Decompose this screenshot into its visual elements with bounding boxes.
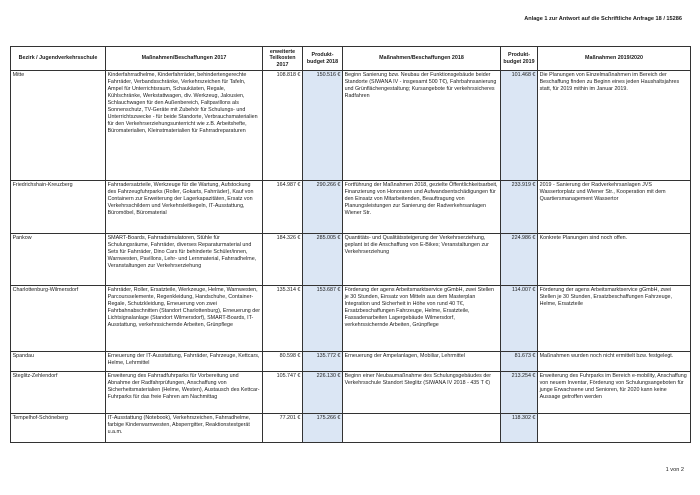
district-cell: Friedrichshain-Kreuzberg xyxy=(11,181,106,234)
cost-2017-cell: 135.314 € xyxy=(263,286,303,352)
budget-2019-cell: 213.254 € xyxy=(501,372,538,414)
measures-2019-cell: Maßnahmen wurden noch nicht ermittelt bzw. festgelegt. xyxy=(538,352,691,372)
measures-2017-cell: Fahrräder, Roller, Ersatzteile, Werkzeuge, Helme, Warnwesten, Parcoursselemente, Regenkleidung, Handschuhe, Container-Regale, Schutzkleidung, Erneuerung von zwei Fahrbahnabschnitten (Standort Charlottenburg), Erneuerung der Lichtsignalanlage (Standort Wilmersdorf), SMART-Boards, IT-Ausstattung, verkehrssichernde Arbeiten, Grünpflege xyxy=(106,286,263,352)
table-row xyxy=(11,181,691,234)
measures-2019-cell xyxy=(538,414,691,443)
measures-table xyxy=(10,46,691,443)
col-header-budget-2018: Produkt-budget 2018 xyxy=(303,47,343,71)
measures-2018-cell: Beginn Sanierung bzw. Neubau der Funktionsgebäude beider Standorte (SIWANA IV - insgesamt 500 T€), Fahrbahnsanierung und Grünflächengestaltung; Kursangebote für verkehrssicheres Radfahren xyxy=(343,71,501,181)
budget-2018-cell: 175.266 € xyxy=(303,414,343,443)
table-row xyxy=(11,372,691,414)
budget-2018-cell: 135.772 € xyxy=(303,352,343,372)
measures-2017-cell: Erweiterung des Fahrradfuhrparks für Vorbereitung und Abnahme der Radfahrprüfungen, Anschaffung von Sicherheitsmaterialien (Helme, Westen), Austausch des Kettcar-Fuhrparks für das freie Fahren am Nachmittag xyxy=(106,372,263,414)
cost-2017-cell: 108.818 € xyxy=(263,71,303,181)
measures-2017-cell: Erneuerung der IT-Ausstattung, Fahrräder, Fahrzeuge, Kettcars, Helme, Lehrmittel xyxy=(106,352,263,372)
col-header-measures-2018: Maßnahmen/Beschaffungen 2018 xyxy=(343,47,501,71)
budget-2018-cell: 285.005 € xyxy=(303,234,343,286)
table-row xyxy=(11,286,691,352)
measures-2019-cell: 2019 - Sanierung der Radverkehrsanlagen JVS Wassertorplatz und Wiener Str., Kooperation mit dem Quartiersmanagement Wassertor xyxy=(538,181,691,234)
measures-2019-cell: Erweiterung des Fuhrparks im Bereich e-mobility, Anschaffung von neuem Inventar, Förderung von Schulungsangeboten für junge Erwachsene und Senioren, für 2020 kann keine Aussage getroffen werden xyxy=(538,372,691,414)
measures-2018-cell: Erneuerung der Ampelanlagen, Mobiliar, Lehrmittel xyxy=(343,352,501,372)
budget-2018-cell: 150.516 € xyxy=(303,71,343,181)
budget-2018-cell: 290.266 € xyxy=(303,181,343,234)
table-header-row xyxy=(11,47,691,71)
district-cell: Mitte xyxy=(11,71,106,181)
budget-2019-cell: 224.986 € xyxy=(501,234,538,286)
cost-2017-cell: 164.987 € xyxy=(263,181,303,234)
district-cell: Spandau xyxy=(11,352,106,372)
cost-2017-cell: 77.201 € xyxy=(263,414,303,443)
district-cell: Tempelhof-Schöneberg xyxy=(11,414,106,443)
budget-2019-cell: 118.302 € xyxy=(501,414,538,443)
measures-2017-cell: SMART-Boards, Fahrradsimulatoren, Stühle für Schulungsräume, Fahrräder, diverses Reparaturmaterial und Sets für Fahrräder, Dino Cars für behinderte Schüler/innen, Warnwesten, Pavillons, Lehr- und Lernmaterial, Fahrradhelme, Veranstaltungen zur Verkehrserziehung xyxy=(106,234,263,286)
budget-2018-cell: 153.687 € xyxy=(303,286,343,352)
district-cell: Steglitz-Zehlendorf xyxy=(11,372,106,414)
table-row xyxy=(11,352,691,372)
table-row xyxy=(11,414,691,443)
measures-2017-cell: Fahrradersatzteile, Werkzeuge für die Wartung, Aufstockung des Fahrzeugfuhrparks (Roller, Gokarts, Fahrräder), Kauf von Containern zur Erweiterung der Lagerkapazitäten, Ersatz von Verkehrsschildern und Verkehrsleitkegeln, IT-Ausstattung, Büromöbel, Büromaterial xyxy=(106,181,263,234)
table-row xyxy=(11,234,691,286)
measures-2019-cell: Förderung der agens Arbeitsmarktservice gGmbH, zwei Stellen je 30 Stunden, Ersatzbeschaffungen Fahrzeuge, Helme, Ersatzteile xyxy=(538,286,691,352)
budget-2018-cell: 226.130 € xyxy=(303,372,343,414)
budget-2019-cell: 101.468 € xyxy=(501,71,538,181)
col-header-measures-2017: Maßnahmen/Beschaffungen 2017 xyxy=(106,47,263,71)
measures-2019-cell: Die Planungen von Einzelmaßnahmen im Bereich der Beschaffung finden zu Beginn eines jeden Haushaltsjahres statt, für 2019 mithin im Januar 2019. xyxy=(538,71,691,181)
cost-2017-cell: 105.747 € xyxy=(263,372,303,414)
measures-2018-cell: Beginn einer Neubaumaßnahme des Schulungsgebäudes der Verkehrsschule Standort Steglitz (SIWANA IV 2018 - 435 T €) xyxy=(343,372,501,414)
measures-2018-cell: Förderung der agens Arbeitsmarktservice gGmbH, zwei Stellen je 30 Stunden, Einsatz von Mitteln aus dem Masterplan Integration und Sicherheit in Höhe von rund 40 T€, Ersatzbeschaffungen Fahrzeuge, Helme, Ersatzteile, Fassadenarbeiten Lagergebäude Wilmersdorf, verkehrssichernde Arbeiten, Grünpflege xyxy=(343,286,501,352)
budget-2019-cell: 233.919 € xyxy=(501,181,538,234)
measures-2018-cell xyxy=(343,414,501,443)
budget-2019-cell: 114.007 € xyxy=(501,286,538,352)
document-header-note: Anlage 1 zur Antwort auf die Schriftliche Anfrage 18 / 15286 xyxy=(524,16,682,22)
cost-2017-cell: 184.326 € xyxy=(263,234,303,286)
measures-2017-cell: Kinderfahrradhelme, Kinderfahrräder, behindertengerechte Fahrräder, Verbandsschränke, Verkehrszeichen für Tafeln, Ampel für Unterrichtsraum, Schaukästen, Regale, Kühlschränke, Werkstattwagen, div. Werkzeug, Jalousien, Schlauchwagen für den Außenbereich, Faltpavillons als Sonnenschutz, TV-Geräte mit Zubehör für Schulungs- und Unterrichtszwecke - für beide Standorte, Verbrauchsmaterialien für den Verkehrserziehungsunterricht wie z.B. Arbeitshefte, Büromaterialien, Kleinstmaterialien für Fahrradreparaturen xyxy=(106,71,263,181)
col-header-budget-2019: Produkt-budget 2019 xyxy=(501,47,538,71)
col-header-district: Bezirk / Jugendverkehrsschule xyxy=(11,47,106,71)
col-header-measures-2019-2020: Maßnahmen 2019/2020 xyxy=(538,47,691,71)
col-header-cost-2017: erweiterte Teilkosten 2017 xyxy=(263,47,303,71)
measures-2017-cell: IT-Ausstattung (Notebook), Verkehrszeichen, Fahrradhelme, farbige Kinderwarnwesten, Absperrgitter, Reaktionstestgerät u.a.m. xyxy=(106,414,263,443)
page-number: 1 von 2 xyxy=(665,467,684,473)
measures-2018-cell: Fortführung der Maßnahmen 2018, gezielte Öffentlichkeitsarbeit, Finanzierung von Honoraren und Aufwandsentschädigungen für den Einsatz von Mitarbeitenden, Beauftragung von Planungsleistungen zur Sanierung der Radverkehrsanlagen Wiener Str. xyxy=(343,181,501,234)
measures-2018-cell: Quantitäts- und Qualitätssteigerung der Verkehrserziehung, geplant ist die Anschaffung von E-Bikes; Veranstaltungen zur Verkehrserziehung xyxy=(343,234,501,286)
budget-2019-cell: 81.673 € xyxy=(501,352,538,372)
district-cell: Charlottenburg-Wilmersdorf xyxy=(11,286,106,352)
district-cell: Pankow xyxy=(11,234,106,286)
cost-2017-cell: 80.598 € xyxy=(263,352,303,372)
table-row xyxy=(11,71,691,181)
measures-2019-cell: Konkrete Planungen sind noch offen. xyxy=(538,234,691,286)
